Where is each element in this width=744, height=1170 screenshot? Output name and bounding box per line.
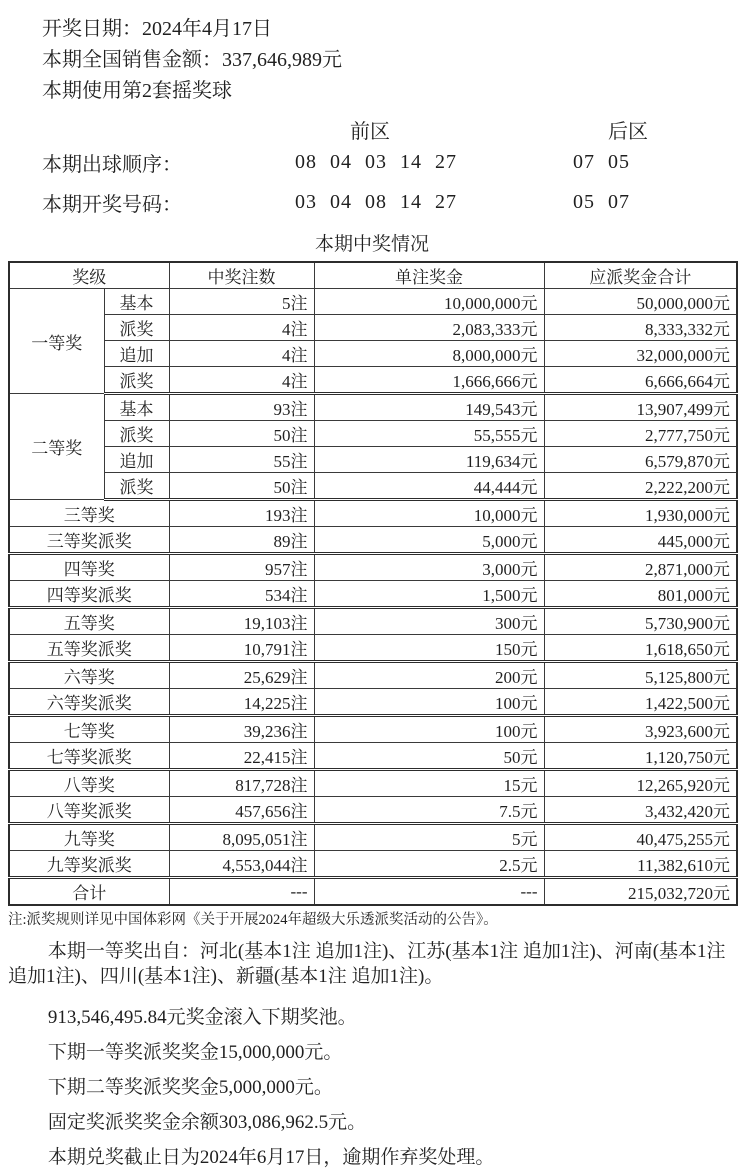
ball-set-line: 本期使用第2套摇奖球 bbox=[42, 80, 232, 102]
single-prize-cell: 300元 bbox=[314, 608, 544, 635]
total-prize-cell: 6,666,664元 bbox=[544, 367, 737, 394]
note-jackpot-rollover: 913,546,495.84元奖金滚入下期奖池。 bbox=[47, 1007, 357, 1028]
total-prize-cell: 1,422,500元 bbox=[544, 689, 737, 716]
single-prize-cell: 44,444元 bbox=[314, 473, 544, 500]
winning-count-cell: 22,415注 bbox=[169, 743, 314, 770]
total-prize-cell: 3,432,420元 bbox=[544, 797, 737, 824]
prize-sub-type-cell: 派奖 bbox=[104, 315, 169, 341]
prize-level-cell: 八等奖派奖 bbox=[9, 797, 169, 824]
ball-order-row bbox=[42, 142, 744, 182]
total-prize-cell: 50,000,000元 bbox=[544, 289, 737, 315]
winning-front-numbers: 03 04 08 14 27 bbox=[295, 190, 457, 213]
prize-table-header-row bbox=[9, 262, 737, 289]
total-prize-cell: 5,125,800元 bbox=[544, 662, 737, 689]
prize-table-row bbox=[9, 367, 737, 394]
single-prize-cell: 15元 bbox=[314, 770, 544, 797]
prize-table-row bbox=[9, 770, 737, 797]
total-prize-cell: 6,579,870元 bbox=[544, 447, 737, 473]
winning-count-cell: 4,553,044注 bbox=[169, 851, 314, 878]
prize-group-cell: 二等奖 bbox=[9, 394, 104, 500]
winning-count-cell: 193注 bbox=[169, 500, 314, 527]
prize-table-row bbox=[9, 824, 737, 851]
single-prize-cell: 100元 bbox=[314, 716, 544, 743]
winning-count-cell: 5注 bbox=[169, 289, 314, 315]
winning-count-cell: 534注 bbox=[169, 581, 314, 608]
winning-count-cell: 4注 bbox=[169, 341, 314, 367]
winning-count-cell: 93注 bbox=[169, 394, 314, 421]
single-prize-cell: 1,500元 bbox=[314, 581, 544, 608]
total-prize-cell: 40,475,255元 bbox=[544, 824, 737, 851]
col-header-total-prize: 应派奖金合计 bbox=[544, 262, 737, 289]
single-prize-cell: 149,543元 bbox=[314, 394, 544, 421]
winning-numbers-label: 本期开奖号码： bbox=[42, 193, 182, 216]
col-header-single-prize: 单注奖金 bbox=[314, 262, 544, 289]
prize-level-cell: 三等奖 bbox=[9, 500, 169, 527]
note-payout-rule: 注:派奖规则详见中国体彩网《关于开展2024年超级大乐透派奖活动的公告》。 bbox=[8, 912, 498, 928]
winning-count-cell: 957注 bbox=[169, 554, 314, 581]
winning-count-cell: 19,103注 bbox=[169, 608, 314, 635]
prize-table-row bbox=[9, 315, 737, 341]
single-prize-cell: 3,000元 bbox=[314, 554, 544, 581]
prize-table bbox=[8, 261, 738, 906]
winning-count-cell: 4注 bbox=[169, 315, 314, 341]
prize-group-cell: 一等奖 bbox=[9, 289, 104, 394]
prize-level-cell: 八等奖 bbox=[9, 770, 169, 797]
prize-table-row bbox=[9, 878, 737, 906]
single-prize-cell: 5元 bbox=[314, 824, 544, 851]
prize-table-row bbox=[9, 635, 737, 662]
header-info bbox=[0, 0, 744, 107]
prize-level-cell: 六等奖派奖 bbox=[9, 689, 169, 716]
total-prize-cell: 5,730,900元 bbox=[544, 608, 737, 635]
col-header-prize-level: 奖级 bbox=[9, 262, 169, 289]
prize-table-row bbox=[9, 581, 737, 608]
single-prize-cell: 5,000元 bbox=[314, 527, 544, 554]
prize-table-row bbox=[9, 447, 737, 473]
total-prize-cell: 2,222,200元 bbox=[544, 473, 737, 500]
prize-sub-type-cell: 派奖 bbox=[104, 473, 169, 500]
back-zone-label: 后区 bbox=[608, 120, 648, 143]
prize-table-row bbox=[9, 743, 737, 770]
prize-level-cell: 五等奖 bbox=[9, 608, 169, 635]
single-prize-cell: 119,634元 bbox=[314, 447, 544, 473]
winning-count-cell: 39,236注 bbox=[169, 716, 314, 743]
prize-sub-type-cell: 基本 bbox=[104, 289, 169, 315]
single-prize-cell: 10,000,000元 bbox=[314, 289, 544, 315]
winning-count-cell: 25,629注 bbox=[169, 662, 314, 689]
total-prize-cell: 3,923,600元 bbox=[544, 716, 737, 743]
prize-level-cell: 四等奖 bbox=[9, 554, 169, 581]
prize-table-title: 本期中奖情况 bbox=[314, 234, 429, 255]
single-prize-cell: --- bbox=[314, 878, 544, 906]
single-prize-cell: 10,000元 bbox=[314, 500, 544, 527]
prize-table-row bbox=[9, 851, 737, 878]
total-prize-cell: 11,382,610元 bbox=[544, 851, 737, 878]
single-prize-cell: 2.5元 bbox=[314, 851, 544, 878]
winning-count-cell: 50注 bbox=[169, 473, 314, 500]
prize-table-row bbox=[9, 527, 737, 554]
prize-level-cell: 合计 bbox=[9, 878, 169, 906]
single-prize-cell: 2,083,333元 bbox=[314, 315, 544, 341]
prize-level-cell: 三等奖派奖 bbox=[9, 527, 169, 554]
total-prize-cell: 8,333,332元 bbox=[544, 315, 737, 341]
prize-table-body bbox=[9, 289, 737, 906]
total-prize-cell: 445,000元 bbox=[544, 527, 737, 554]
note-first-prize-regions: 本期一等奖出自：河北(基本1注 追加1注)、江苏(基本1注 追加1注)、河南(基本1注 追加1注)、四川(基本1注)、新疆(基本1注 追加1注)。 bbox=[8, 941, 726, 987]
note-redeem-deadline: 本期兑奖截止日为2024年6月17日，逾期作弃奖处理。 bbox=[47, 1147, 495, 1168]
prize-level-cell: 七等奖派奖 bbox=[9, 743, 169, 770]
prize-sub-type-cell: 派奖 bbox=[104, 421, 169, 447]
prize-level-cell: 九等奖派奖 bbox=[9, 851, 169, 878]
prize-table-row bbox=[9, 341, 737, 367]
draw-numbers-section bbox=[42, 116, 744, 222]
prize-table-row bbox=[9, 716, 737, 743]
prize-table-row bbox=[9, 289, 737, 315]
prize-level-cell: 九等奖 bbox=[9, 824, 169, 851]
single-prize-cell: 100元 bbox=[314, 689, 544, 716]
single-prize-cell: 55,555元 bbox=[314, 421, 544, 447]
winning-count-cell: 14,225注 bbox=[169, 689, 314, 716]
note-next-second-prize-bonus: 下期二等奖派奖奖金5,000,000元。 bbox=[47, 1077, 333, 1098]
prize-table-row bbox=[9, 797, 737, 824]
draw-date-line: 开奖日期：2024年4月17日 bbox=[42, 18, 272, 40]
zone-header-row bbox=[42, 116, 744, 142]
total-prize-cell: 1,930,000元 bbox=[544, 500, 737, 527]
prize-sub-type-cell: 派奖 bbox=[104, 367, 169, 394]
prize-level-cell: 四等奖派奖 bbox=[9, 581, 169, 608]
total-prize-cell: 215,032,720元 bbox=[544, 878, 737, 906]
winning-count-cell: --- bbox=[169, 878, 314, 906]
note-next-first-prize-bonus: 下期一等奖派奖奖金15,000,000元。 bbox=[47, 1042, 343, 1063]
prize-level-cell: 七等奖 bbox=[9, 716, 169, 743]
winning-count-cell: 10,791注 bbox=[169, 635, 314, 662]
prize-table-row bbox=[9, 421, 737, 447]
single-prize-cell: 200元 bbox=[314, 662, 544, 689]
prize-table-row bbox=[9, 554, 737, 581]
prize-level-cell: 六等奖 bbox=[9, 662, 169, 689]
prize-level-cell: 五等奖派奖 bbox=[9, 635, 169, 662]
front-zone-label: 前区 bbox=[350, 120, 390, 143]
prize-sub-type-cell: 追加 bbox=[104, 447, 169, 473]
ball-order-front-numbers: 08 04 03 14 27 bbox=[295, 150, 457, 173]
winning-numbers-row bbox=[42, 182, 744, 222]
winning-count-cell: 89注 bbox=[169, 527, 314, 554]
prize-table-row bbox=[9, 608, 737, 635]
total-prize-cell: 2,871,000元 bbox=[544, 554, 737, 581]
single-prize-cell: 50元 bbox=[314, 743, 544, 770]
winning-count-cell: 50注 bbox=[169, 421, 314, 447]
total-prize-cell: 801,000元 bbox=[544, 581, 737, 608]
prize-table-row bbox=[9, 394, 737, 421]
ball-order-label: 本期出球顺序： bbox=[42, 153, 182, 176]
note-fixed-prize-balance: 固定奖派奖奖金余额303,086,962.5元。 bbox=[47, 1112, 367, 1133]
sales-amount-line: 本期全国销售金额：337,646,989元 bbox=[42, 49, 342, 71]
total-prize-cell: 13,907,499元 bbox=[544, 394, 737, 421]
total-prize-cell: 32,000,000元 bbox=[544, 341, 737, 367]
single-prize-cell: 150元 bbox=[314, 635, 544, 662]
ball-order-back-numbers: 07 05 bbox=[573, 150, 630, 173]
total-prize-cell: 2,777,750元 bbox=[544, 421, 737, 447]
total-prize-cell: 1,120,750元 bbox=[544, 743, 737, 770]
winning-count-cell: 457,656注 bbox=[169, 797, 314, 824]
winning-count-cell: 55注 bbox=[169, 447, 314, 473]
single-prize-cell: 7.5元 bbox=[314, 797, 544, 824]
prize-table-row bbox=[9, 689, 737, 716]
single-prize-cell: 1,666,666元 bbox=[314, 367, 544, 394]
prize-table-row bbox=[9, 500, 737, 527]
winning-count-cell: 8,095,051注 bbox=[169, 824, 314, 851]
prize-sub-type-cell: 追加 bbox=[104, 341, 169, 367]
prize-table-row bbox=[9, 473, 737, 500]
total-prize-cell: 1,618,650元 bbox=[544, 635, 737, 662]
winning-count-cell: 817,728注 bbox=[169, 770, 314, 797]
col-header-winning-count: 中奖注数 bbox=[169, 262, 314, 289]
winning-back-numbers: 05 07 bbox=[573, 190, 630, 213]
total-prize-cell: 12,265,920元 bbox=[544, 770, 737, 797]
winning-count-cell: 4注 bbox=[169, 367, 314, 394]
single-prize-cell: 8,000,000元 bbox=[314, 341, 544, 367]
prize-table-row bbox=[9, 662, 737, 689]
prize-sub-type-cell: 基本 bbox=[104, 394, 169, 421]
